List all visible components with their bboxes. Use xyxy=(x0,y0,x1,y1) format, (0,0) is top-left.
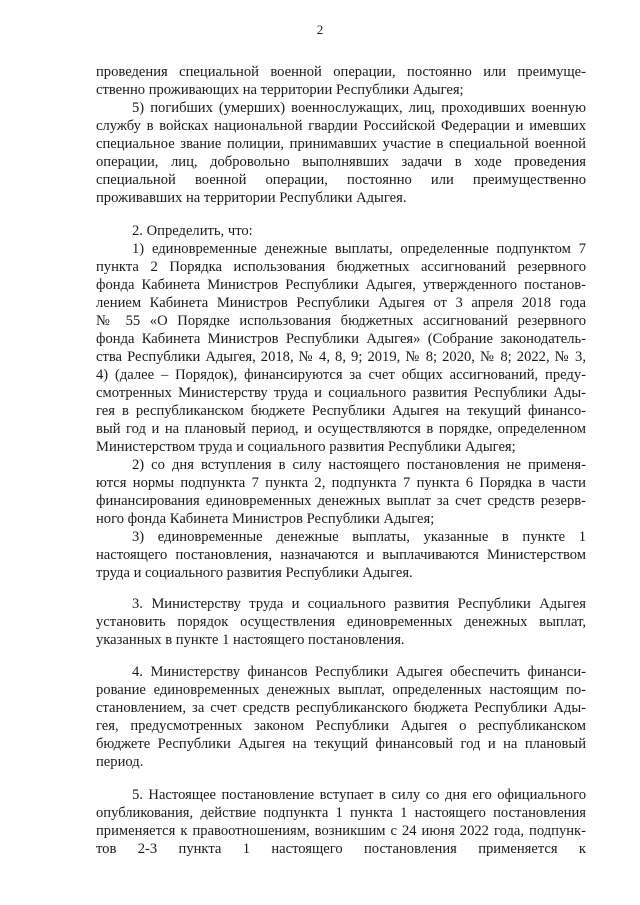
text-line: бюджете Республики Адыгея на текущий финансовый год и на плановый xyxy=(96,736,586,752)
paragraph xyxy=(96,456,586,528)
text-line: № 55 «О Порядке использования бюджетных ассигнований резервного xyxy=(96,313,586,329)
text-line: 5. Настоящее постановление вступает в силу со дня его официального xyxy=(132,787,586,803)
text-line: Министерством труда и социального развития Республики Адыгея; xyxy=(96,439,516,455)
text-line: операции, лиц, добровольно выполнявших задачи в ходе проведения xyxy=(96,154,586,170)
text-line: финансирования единовременных денежных выплат за счет средств резерв- xyxy=(96,493,586,509)
text-line: гея в республиканском бюджете Республики Адыгея на текущий финансо- xyxy=(96,403,586,419)
text-line: лением Кабинета Министров Республики Адыгея от 3 апреля 2018 года xyxy=(96,295,586,311)
text-line: службу в войсках национальной гвардии Российской Федерации и имевших xyxy=(96,118,586,134)
paragraph xyxy=(96,595,586,649)
text-line: специальное звание полиции, принимавших участие в специальной военной xyxy=(96,136,586,152)
text-line: 4) (далее – Порядок), финансируются за счет общих ассигнований, преду- xyxy=(96,367,586,383)
text-line: опубликования, действие подпункта 1 пункта 1 настоящего постановления xyxy=(96,805,586,821)
text-line: специальной военной операции, постоянно или преимущественно xyxy=(96,172,586,188)
text-line: 3) единовременные денежные выплаты, указанные в пункте 1 xyxy=(132,529,586,545)
text-line: 5) погибших (умерших) военнослужащих, лиц, проходивших военную xyxy=(132,100,586,116)
text-line: период. xyxy=(96,754,144,770)
text-line: пункта 2 Порядка использования бюджетных ассигнований резервного xyxy=(96,259,586,275)
text-line: гея, предусмотренных законом Республики Адыгея о республиканском xyxy=(96,718,586,734)
text-line: вый год и на плановый период, и осуществляются в порядке, определенном xyxy=(96,421,586,437)
text-line: 2) со дня вступления в силу настоящего постановления не применя- xyxy=(132,457,586,473)
text-line: установить порядок осуществления единовременных денежных выплат, xyxy=(96,614,586,630)
text-line: ются нормы подпункта 7 пункта 2, подпункта 7 пункта 6 Порядка в части xyxy=(96,475,586,491)
text-line: ства Республики Адыгея, 2018, № 4, 8, 9; 2019, № 8; 2020, № 8; 2022, № 3, xyxy=(96,349,586,365)
page-number: 2 xyxy=(316,22,324,37)
paragraph xyxy=(96,240,586,456)
text-line: 1) единовременные денежные выплаты, определенные подпунктом 7 xyxy=(132,241,586,257)
text-line: труда и социального развития Республики Адыгея. xyxy=(96,565,413,581)
text-line: ного фонда Кабинета Министров Республики Адыгея; xyxy=(96,511,435,527)
paragraph xyxy=(96,663,586,771)
text-line: фонда Кабинета Министров Республики Адыгея» (Собрание законодатель- xyxy=(96,331,586,347)
text-line: тов 2-3 пункта 1 настоящего постановления применяется к xyxy=(96,841,586,857)
text-line: настоящего постановления, назначаются и выплачиваются Министерством xyxy=(96,547,586,563)
text-line: проведения специальной военной операции, постоянно или преимуще- xyxy=(96,64,586,80)
text-line: указанных в пункте 1 настоящего постановления. xyxy=(96,632,405,648)
text-line: становлением, за счет средств республиканского бюджета Республики Ады- xyxy=(96,700,586,716)
text-line: проживавших на территории Республики Адыгея. xyxy=(96,190,407,206)
text-line: смотренных Министерству труда и социального развития Республики Ады- xyxy=(96,385,586,401)
text-line: ственно проживающих на территории Республики Адыгея; xyxy=(96,82,464,98)
paragraph xyxy=(96,786,586,858)
text-line: 3. Министерству труда и социального развития Республики Адыгея xyxy=(132,596,586,612)
text-line: 4. Министерству финансов Республики Адыгея обеспечить финанси- xyxy=(132,664,586,680)
text-line: рование единовременных денежных выплат, определенных настоящим по- xyxy=(96,682,586,698)
paragraph xyxy=(96,222,586,240)
paragraph xyxy=(96,528,586,582)
text-line: 2. Определить, что: xyxy=(132,223,253,239)
paragraph xyxy=(96,63,586,99)
text-line: фонда Кабинета Министров Республики Адыгея, утвержденного постанов- xyxy=(96,277,586,293)
paragraph xyxy=(96,99,586,207)
text-line: применяется к правоотношениям, возникшим с 24 июня 2022 года, подпунк- xyxy=(96,823,586,839)
